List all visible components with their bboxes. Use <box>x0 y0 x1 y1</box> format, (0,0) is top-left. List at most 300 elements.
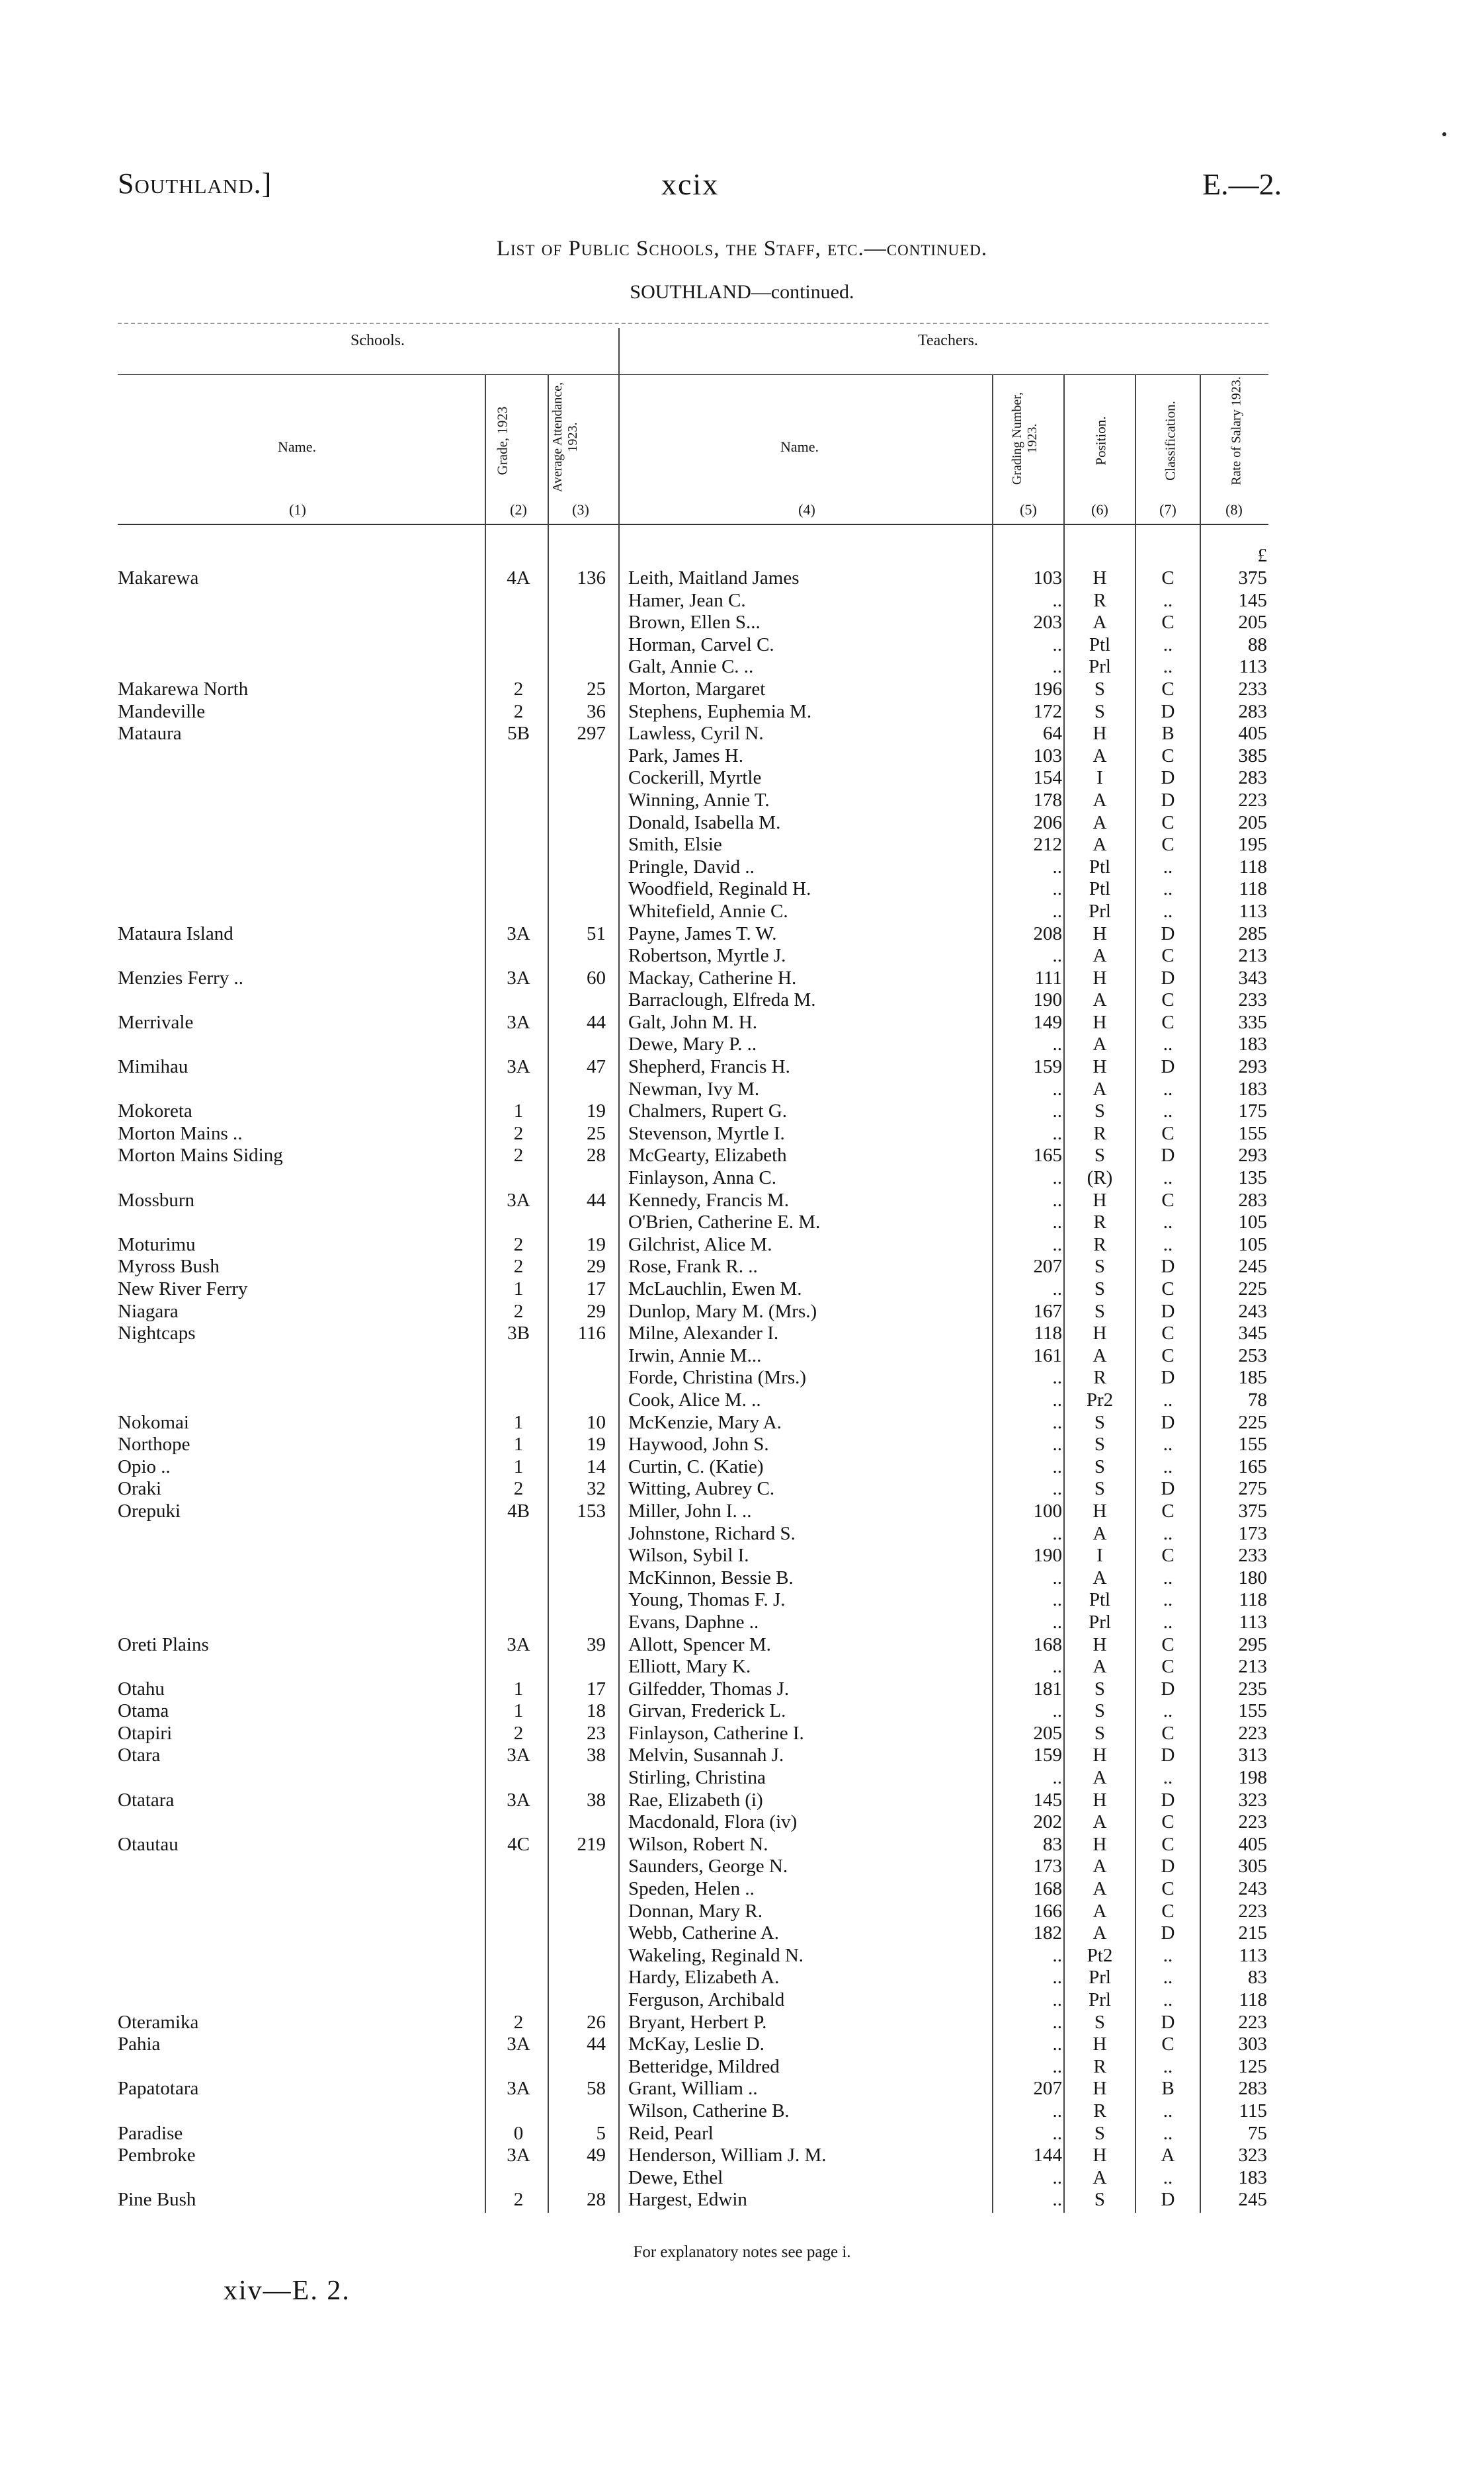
grading-number: 205 <box>1033 1722 1062 1744</box>
classification: .. <box>1163 589 1173 611</box>
school-name: Papatotara <box>118 2078 199 2100</box>
average-attendance: 51 <box>587 923 606 944</box>
grading-number: 64 <box>1043 723 1062 745</box>
table-row <box>0 701 1484 723</box>
salary-rate: 183 <box>1238 1078 1267 1100</box>
table-row <box>0 2034 1484 2056</box>
table-row <box>0 1656 1484 1678</box>
table-row <box>0 1367 1484 1389</box>
position: H <box>1092 2145 1107 2166</box>
average-attendance: 14 <box>587 1456 606 1477</box>
salary-rate: 305 <box>1238 1856 1267 1877</box>
salary-rate: 405 <box>1238 1833 1267 1855</box>
grading-number: 166 <box>1033 1900 1062 1922</box>
table-row <box>0 767 1484 790</box>
teacher-name: Donnan, Mary R. <box>628 1900 763 1922</box>
grading-number: .. <box>1052 634 1062 655</box>
header-rule-1 <box>118 374 1268 375</box>
table-row <box>0 790 1484 812</box>
average-attendance: 19 <box>587 1434 606 1456</box>
school-name: New River Ferry <box>118 1278 248 1299</box>
teacher-name: Cook, Alice M. .. <box>628 1389 761 1411</box>
teacher-name: Horman, Carvel C. <box>628 634 774 655</box>
table-row <box>0 1767 1484 1789</box>
grading-number: .. <box>1052 1967 1062 1989</box>
table-row <box>0 1389 1484 1412</box>
classification: D <box>1161 1745 1175 1766</box>
grading-number: 202 <box>1033 1811 1062 1833</box>
teacher-name: Henderson, William J. M. <box>628 2145 827 2166</box>
table-row <box>0 2100 1484 2123</box>
grading-number: 159 <box>1033 1056 1062 1078</box>
table-row <box>0 1567 1484 1590</box>
teacher-name: Curtin, C. (Katie) <box>628 1456 764 1477</box>
position: A <box>1092 1900 1107 1922</box>
salary-rate: 245 <box>1238 1256 1267 1278</box>
classification: C <box>1161 811 1175 833</box>
classification: C <box>1161 1500 1175 1522</box>
average-attendance: 297 <box>577 723 606 745</box>
table-row <box>0 1989 1484 2012</box>
classification: C <box>1161 1633 1175 1655</box>
classification: .. <box>1163 1989 1173 2010</box>
table-row <box>0 1190 1484 1212</box>
salary-rate: 223 <box>1238 1811 1267 1833</box>
grading-number: .. <box>1052 2055 1062 2077</box>
classification: C <box>1161 989 1175 1011</box>
grading-number: .. <box>1052 589 1062 611</box>
teacher-name: Hargest, Edwin <box>628 2189 747 2211</box>
average-attendance: 44 <box>587 1189 606 1211</box>
classification: D <box>1161 1411 1175 1433</box>
grading-number: 182 <box>1033 1922 1062 1944</box>
classification: C <box>1161 1011 1175 1033</box>
position: A <box>1092 834 1107 856</box>
school-name: Mokoreta <box>118 1100 192 1122</box>
salary-rate: 375 <box>1238 1500 1267 1522</box>
table-row <box>0 2012 1484 2034</box>
average-attendance: 153 <box>577 1500 606 1522</box>
grading-number: 208 <box>1033 923 1062 944</box>
salary-rate: 183 <box>1238 2166 1267 2188</box>
salary-rate: 243 <box>1238 1300 1267 1322</box>
table-row <box>0 1301 1484 1323</box>
grading-number: .. <box>1052 1122 1062 1144</box>
salary-rate: 375 <box>1238 567 1267 589</box>
classification: C <box>1161 2034 1175 2055</box>
teachers-group-header: Teachers. <box>918 332 978 349</box>
school-name: Orepuki <box>118 1500 181 1522</box>
teacher-name: Evans, Daphne .. <box>628 1611 759 1633</box>
grading-number: 103 <box>1033 567 1062 589</box>
school-name: Pahia <box>118 2034 161 2055</box>
position: S <box>1094 1678 1106 1700</box>
classification: .. <box>1163 2122 1173 2144</box>
salary-rate: 233 <box>1238 989 1267 1011</box>
salary-rate: 213 <box>1238 945 1267 967</box>
classification: .. <box>1163 656 1173 678</box>
table-row <box>0 1523 1484 1545</box>
teacher-name: Wilson, Robert N. <box>628 1833 768 1855</box>
table-row <box>0 1123 1484 1145</box>
grading-number: .. <box>1052 1078 1062 1100</box>
school-name: Myross Bush <box>118 1256 220 1278</box>
salary-rate: 198 <box>1238 1767 1267 1789</box>
position: R <box>1093 2055 1106 2077</box>
teacher-name: Rose, Frank R. .. <box>628 1256 758 1278</box>
grading-number: .. <box>1052 1700 1062 1722</box>
col-header-classification: Classification. <box>1162 401 1178 481</box>
teacher-name: Woodfield, Reginald H. <box>628 878 811 900</box>
salary-rate: 205 <box>1238 612 1267 634</box>
average-attendance: 17 <box>587 1678 606 1700</box>
teacher-name: McGearty, Elizabeth <box>628 1145 787 1167</box>
position: H <box>1092 1189 1107 1211</box>
school-grade: 1 <box>513 1100 524 1122</box>
salary-rate: 83 <box>1248 1967 1267 1989</box>
position: H <box>1092 1633 1107 1655</box>
footnote: For explanatory notes see page i. <box>633 2243 851 2261</box>
col-num-6: (6) <box>1091 501 1108 518</box>
average-attendance: 25 <box>587 678 606 700</box>
position: A <box>1092 1767 1107 1789</box>
salary-rate: 285 <box>1238 923 1267 944</box>
table-row <box>0 567 1484 590</box>
classification: B <box>1161 2078 1175 2100</box>
teacher-name: Wakeling, Reginald N. <box>628 1944 804 1966</box>
salary-rate: 243 <box>1238 1878 1267 1900</box>
average-attendance: 17 <box>587 1278 606 1299</box>
teacher-name: Stephens, Euphemia M. <box>628 700 812 722</box>
table-row <box>0 2056 1484 2078</box>
teacher-name: Winning, Annie T. <box>628 789 770 811</box>
table-row <box>0 1945 1484 1967</box>
school-grade: 3A <box>507 1789 530 1811</box>
position: Prl <box>1089 656 1111 678</box>
salary-rate: 313 <box>1238 1745 1267 1766</box>
position: H <box>1092 567 1107 589</box>
school-grade: 2 <box>513 1233 524 1255</box>
grading-number: .. <box>1052 1944 1062 1966</box>
classification: .. <box>1163 1589 1173 1611</box>
school-grade: 1 <box>513 1278 524 1299</box>
school-name: Mimihau <box>118 1056 188 1078</box>
teacher-name: Barraclough, Elfreda M. <box>628 989 816 1011</box>
classification: C <box>1161 1545 1175 1567</box>
school-grade: 2 <box>513 1145 524 1167</box>
teacher-name: Payne, James T. W. <box>628 923 777 944</box>
school-name: Otara <box>118 1745 161 1766</box>
classification: .. <box>1163 1434 1173 1456</box>
classification: C <box>1161 612 1175 634</box>
teacher-name: O'Brien, Catherine E. M. <box>628 1212 821 1233</box>
table-row <box>0 856 1484 879</box>
classification: C <box>1161 1189 1175 1211</box>
salary-rate: 293 <box>1238 1056 1267 1078</box>
grading-number: .. <box>1052 1389 1062 1411</box>
teacher-name: Grant, William .. <box>628 2078 758 2100</box>
grading-number: 168 <box>1033 1633 1062 1655</box>
classification: B <box>1161 723 1175 745</box>
classification: C <box>1161 1323 1175 1344</box>
teacher-name: Gilchrist, Alice M. <box>628 1233 772 1255</box>
col-num-1: (1) <box>289 501 306 518</box>
classification: C <box>1161 567 1175 589</box>
position: S <box>1094 1145 1106 1167</box>
teacher-name: Bryant, Herbert P. <box>628 2011 767 2033</box>
position: H <box>1092 923 1107 944</box>
salary-rate: 405 <box>1238 723 1267 745</box>
grading-number: 111 <box>1034 967 1062 989</box>
position: S <box>1094 1700 1106 1722</box>
classification: .. <box>1163 1456 1173 1477</box>
table-row <box>0 1145 1484 1167</box>
position: Pr2 <box>1086 1389 1114 1411</box>
average-attendance: 38 <box>587 1745 606 1766</box>
salary-rate: 115 <box>1239 2100 1267 2121</box>
teacher-name: Miller, John I. .. <box>628 1500 752 1522</box>
grading-number: 207 <box>1033 1256 1062 1278</box>
salary-rate: 75 <box>1248 2122 1267 2144</box>
school-grade: 3A <box>507 2145 530 2166</box>
position: A <box>1092 1811 1107 1833</box>
classification: .. <box>1163 878 1173 900</box>
grading-number: 154 <box>1033 767 1062 789</box>
table-row <box>0 1811 1484 1834</box>
school-name: Oteramika <box>118 2011 199 2033</box>
teacher-name: McKenzie, Mary A. <box>628 1411 782 1433</box>
table-row <box>0 1323 1484 1345</box>
salary-rate: 118 <box>1239 878 1267 900</box>
table-row <box>0 1967 1484 1989</box>
grading-number: 172 <box>1033 700 1062 722</box>
table-row <box>0 1012 1484 1034</box>
teacher-name: Webb, Catherine A. <box>628 1922 779 1944</box>
school-grade: 2 <box>513 1122 524 1144</box>
position: Ptl <box>1089 1589 1111 1611</box>
salary-rate: 295 <box>1238 1633 1267 1655</box>
school-name: Makarewa North <box>118 678 249 700</box>
table-row <box>0 901 1484 923</box>
grading-number: .. <box>1052 1100 1062 1122</box>
school-name: Mossburn <box>118 1189 195 1211</box>
teacher-name: Johnstone, Richard S. <box>628 1522 796 1544</box>
school-grade: 1 <box>513 1456 524 1477</box>
position: I <box>1096 1545 1103 1567</box>
salary-rate: 125 <box>1238 2055 1267 2077</box>
classification: .. <box>1163 1611 1173 1633</box>
average-attendance: 44 <box>587 1011 606 1033</box>
average-attendance: 10 <box>587 1411 606 1433</box>
school-grade: 3A <box>507 2078 530 2100</box>
grading-number: .. <box>1052 1989 1062 2010</box>
average-attendance: 47 <box>587 1056 606 1078</box>
table-row <box>0 2078 1484 2100</box>
salary-rate: 118 <box>1239 1589 1267 1611</box>
grading-number: .. <box>1052 1034 1062 1055</box>
teacher-name: Cockerill, Myrtle <box>628 767 762 789</box>
grading-number: .. <box>1052 2034 1062 2055</box>
position: S <box>1094 1411 1106 1433</box>
grading-number: .. <box>1052 1212 1062 1233</box>
salary-rate: 283 <box>1238 1189 1267 1211</box>
average-attendance: 49 <box>587 2145 606 2166</box>
grading-number: .. <box>1052 2189 1062 2211</box>
position: S <box>1094 1478 1106 1500</box>
salary-rate: 323 <box>1238 1789 1267 1811</box>
teacher-name: Dewe, Mary P. .. <box>628 1034 757 1055</box>
col-header-rate: Rate of Salary 1923. <box>1229 376 1244 485</box>
teacher-name: Betteridge, Mildred <box>628 2055 780 2077</box>
col-num-7: (7) <box>1159 501 1176 518</box>
classification: A <box>1161 2145 1175 2166</box>
teacher-name: Wilson, Sybil I. <box>628 1545 749 1567</box>
teacher-name: Chalmers, Rupert G. <box>628 1100 788 1122</box>
position: Ptl <box>1089 856 1111 878</box>
school-grade: 3A <box>507 1189 530 1211</box>
school-name: Paradise <box>118 2122 183 2144</box>
teacher-name: Smith, Elsie <box>628 834 722 856</box>
teacher-name: Pringle, David .. <box>628 856 755 878</box>
table-row <box>0 1545 1484 1567</box>
school-name: Pine Bush <box>118 2189 196 2211</box>
classification: .. <box>1163 2100 1173 2121</box>
grading-number: 118 <box>1034 1323 1062 1344</box>
page-header-left: Southland.] <box>118 167 272 200</box>
average-attendance: 29 <box>587 1300 606 1322</box>
grading-number: .. <box>1052 1167 1062 1189</box>
position: R <box>1093 1233 1106 1255</box>
table-row <box>0 1878 1484 1901</box>
salary-rate: 323 <box>1238 2145 1267 2166</box>
average-attendance: 29 <box>587 1256 606 1278</box>
position: A <box>1092 1522 1107 1544</box>
average-attendance: 219 <box>577 1833 606 1855</box>
classification: D <box>1161 1678 1175 1700</box>
classification: C <box>1161 1833 1175 1855</box>
teacher-name: Saunders, George N. <box>628 1856 788 1877</box>
table-row <box>0 878 1484 901</box>
position: S <box>1094 678 1106 700</box>
grading-number: .. <box>1052 1522 1062 1544</box>
school-grade: 0 <box>513 2122 524 2144</box>
grading-number: .. <box>1052 1411 1062 1433</box>
classification: .. <box>1163 900 1173 922</box>
position: A <box>1092 1878 1107 1900</box>
grading-number: 165 <box>1033 1145 1062 1167</box>
position: S <box>1094 2011 1106 2033</box>
average-attendance: 36 <box>587 700 606 722</box>
teacher-name: Shepherd, Francis H. <box>628 1056 790 1078</box>
school-name: Nokomai <box>118 1411 189 1433</box>
table-row <box>0 1434 1484 1456</box>
position: S <box>1094 1100 1106 1122</box>
school-name: Morton Mains Siding <box>118 1145 283 1167</box>
position: R <box>1093 1367 1106 1389</box>
table-row <box>0 1589 1484 1612</box>
teacher-name: Dewe, Ethel <box>628 2166 723 2188</box>
position: A <box>1092 2166 1107 2188</box>
teacher-name: Robertson, Myrtle J. <box>628 945 786 967</box>
table-row <box>0 1345 1484 1368</box>
salary-rate: 225 <box>1238 1278 1267 1299</box>
grading-number: .. <box>1052 1434 1062 1456</box>
school-name: Otahu <box>118 1678 165 1700</box>
average-attendance: 26 <box>587 2011 606 2033</box>
classification: .. <box>1163 1389 1173 1411</box>
grading-number: 167 <box>1033 1300 1062 1322</box>
school-grade: 4C <box>507 1833 530 1855</box>
salary-rate: 303 <box>1238 2034 1267 2055</box>
grading-number: .. <box>1052 1233 1062 1255</box>
teacher-name: Witting, Aubrey C. <box>628 1478 775 1500</box>
grading-number: 196 <box>1033 678 1062 700</box>
table-row <box>0 834 1484 856</box>
table-row <box>0 1456 1484 1479</box>
position: A <box>1092 989 1107 1011</box>
schools-staff-table <box>0 567 1484 2211</box>
position: Pt2 <box>1087 1944 1113 1966</box>
position: A <box>1092 1656 1107 1678</box>
salary-rate: 105 <box>1238 1212 1267 1233</box>
position: H <box>1092 1833 1107 1855</box>
salary-rate: 223 <box>1238 2011 1267 2033</box>
salary-rate: 223 <box>1238 1722 1267 1744</box>
classification: C <box>1161 1878 1175 1900</box>
teacher-name: Hardy, Elizabeth A. <box>628 1967 780 1989</box>
position: Ptl <box>1089 634 1111 655</box>
position: Prl <box>1089 1989 1111 2010</box>
position: Prl <box>1089 1967 1111 1989</box>
teacher-name: Young, Thomas F. J. <box>628 1589 786 1611</box>
average-attendance: 39 <box>587 1633 606 1655</box>
classification: D <box>1161 1145 1175 1167</box>
table-row <box>0 1834 1484 1856</box>
table-row <box>0 745 1484 768</box>
average-attendance: 32 <box>587 1478 606 1500</box>
teacher-name: Kennedy, Francis M. <box>628 1189 789 1211</box>
teacher-name: Stirling, Christina <box>628 1767 766 1789</box>
salary-rate: 335 <box>1238 1011 1267 1033</box>
school-grade: 1 <box>513 1411 524 1433</box>
classification: .. <box>1163 1967 1173 1989</box>
grading-number: .. <box>1052 900 1062 922</box>
table-row <box>0 1212 1484 1234</box>
average-attendance: 38 <box>587 1789 606 1811</box>
classification: D <box>1161 789 1175 811</box>
school-grade: 3A <box>507 1056 530 1078</box>
average-attendance: 58 <box>587 2078 606 2100</box>
salary-rate: 155 <box>1238 1122 1267 1144</box>
school-grade: 2 <box>513 2189 524 2211</box>
school-grade: 4B <box>507 1500 530 1522</box>
grading-number: 83 <box>1043 1833 1062 1855</box>
teacher-name: Forde, Christina (Mrs.) <box>628 1367 807 1389</box>
salary-rate: 183 <box>1238 1034 1267 1055</box>
school-name: Nightcaps <box>118 1323 196 1344</box>
grading-number: .. <box>1052 2166 1062 2188</box>
salary-rate: 283 <box>1238 700 1267 722</box>
salary-rate: 105 <box>1238 1233 1267 1255</box>
header-rule-2 <box>118 524 1268 525</box>
table-row <box>0 989 1484 1012</box>
classification: .. <box>1163 1567 1173 1588</box>
table-row <box>0 1501 1484 1523</box>
table-row <box>0 1678 1484 1701</box>
teacher-name: Whitefield, Annie C. <box>628 900 788 922</box>
school-grade: 1 <box>513 1678 524 1700</box>
position: S <box>1094 1434 1106 1456</box>
